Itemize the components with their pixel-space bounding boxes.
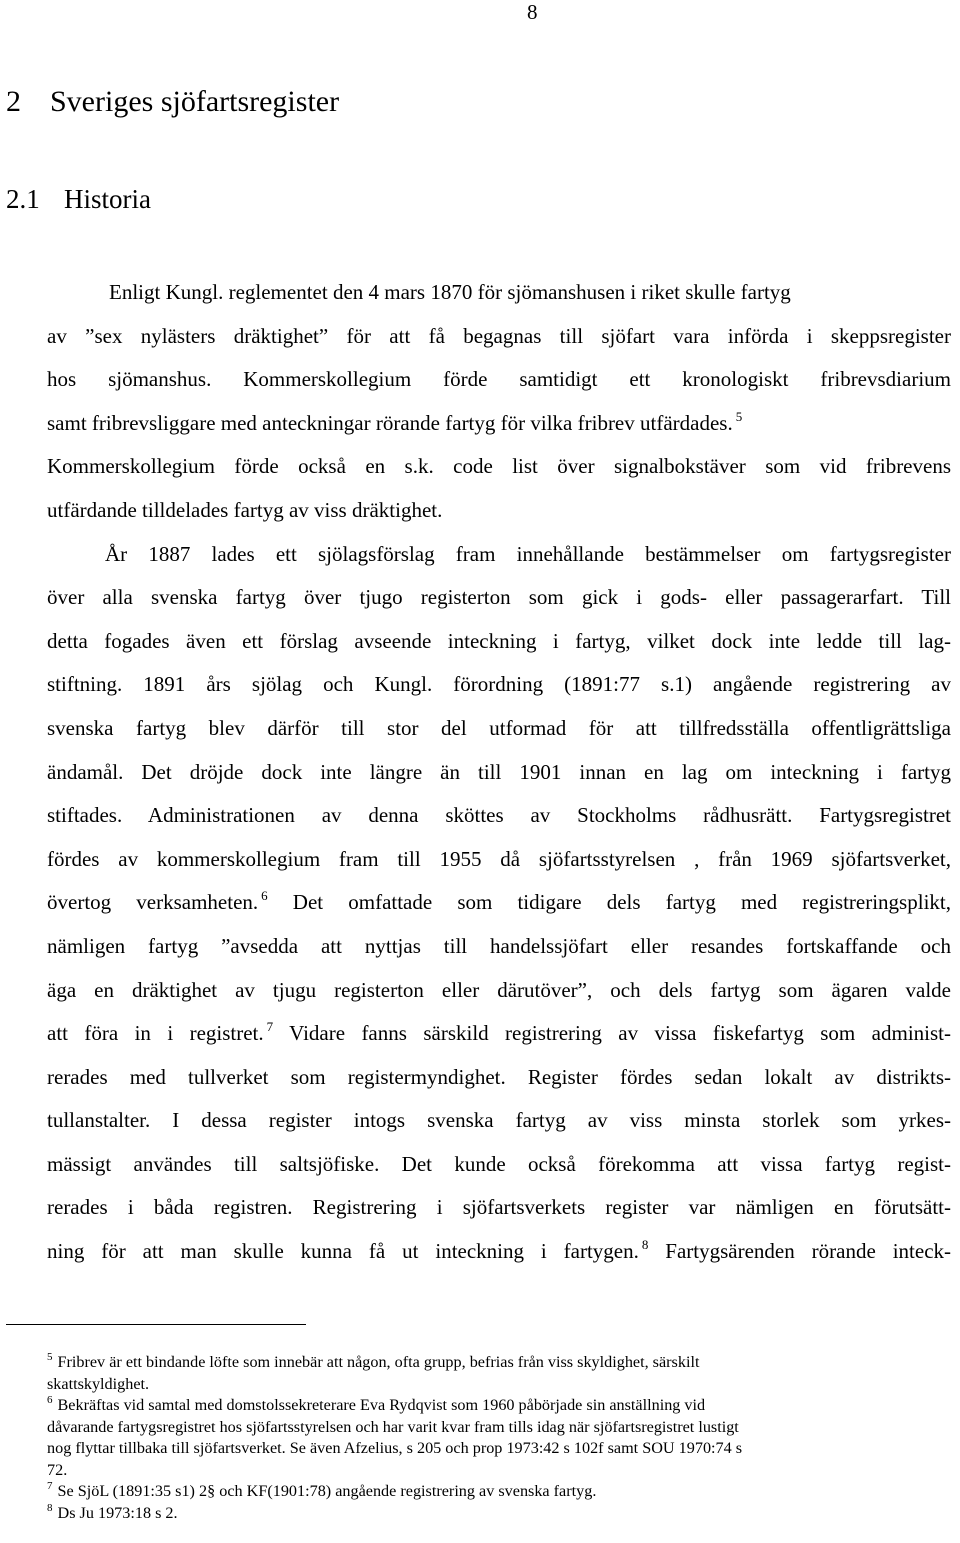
body-line-text: rerades i båda registren. Registrering i sjöfartsverkets register var nämligen en förutsätt- xyxy=(47,1195,951,1220)
footnote-reference: 8 xyxy=(641,1237,649,1253)
footnote-mark: 6 xyxy=(47,1394,53,1406)
body-line xyxy=(47,890,951,934)
body-text xyxy=(47,280,951,1283)
footnote-text: dåvarande fartygsregistret hos sjöfartsstyrelsen och har varit kvar fram tills idag när sjöfartsregistret lustigt xyxy=(47,1417,739,1436)
footnote-text: nog flyttar tillbaka till sjöfartsverket. Se även Afzelius, s 205 och prop 1973:42 s 102f samt SOU 1970:74 s xyxy=(47,1439,743,1457)
body-line xyxy=(47,716,951,760)
body-line-text: detta fogades även ett förslag avseende inteckning i fartyg, vilket dock inte ledde till lag- xyxy=(47,628,951,653)
section-heading xyxy=(6,184,151,215)
body-line-text: att föra in i registret. xyxy=(47,1021,264,1046)
footnote-text: Ds Ju 1973:18 s 2. xyxy=(57,1503,178,1522)
body-line xyxy=(47,629,951,673)
footnote-line xyxy=(47,1460,951,1482)
footnote-text: skattskyldighet. xyxy=(47,1374,150,1393)
body-line xyxy=(47,542,951,586)
body-line xyxy=(47,324,951,368)
footnote-reference: 6 xyxy=(261,888,268,904)
body-line xyxy=(47,672,951,716)
chapter-heading xyxy=(6,85,339,119)
footnote-line xyxy=(47,1503,951,1525)
chapter-title: Sveriges sjöfartsregister xyxy=(50,85,340,118)
body-line-text: nämligen fartyg ”avsedda att nyttjas till handelssjöfart eller resandes fortskaffande och xyxy=(47,933,951,958)
body-line-text: Fartygsärenden rörande inteck- xyxy=(648,1239,952,1264)
footnote-reference: 7 xyxy=(266,1019,274,1035)
body-line xyxy=(47,367,951,411)
body-line-text: fördes av kommerskollegium fram till 1955 då sjöfartsstyrelsen , från 1969 sjöfartsverket, xyxy=(47,846,951,871)
body-line-text: övertog verksamheten. xyxy=(47,890,259,915)
body-line xyxy=(47,760,951,804)
body-line xyxy=(47,1021,951,1065)
page-number: 8 xyxy=(527,0,538,24)
body-line-text: Vidare fanns särskild registrering av vissa fiskefartyg som administ- xyxy=(273,1021,951,1046)
body-line xyxy=(47,1152,951,1196)
body-line-text: ändamål. Det dröjde dock inte längre än till 1901 innan en lag om inteckning i fartyg xyxy=(47,759,951,784)
footnote-line xyxy=(47,1438,951,1460)
footnote-text: Se SjöL (1891:35 s1) 2§ och KF(1901:78) angående registrering av svenska fartyg. xyxy=(57,1482,597,1500)
body-line-text: Det omfattade som tidigare dels fartyg med registreringsplikt, xyxy=(267,890,951,915)
body-line-text: tullanstalter. I dessa register intogs svenska fartyg av viss minsta storlek som yrkes- xyxy=(47,1108,951,1133)
body-line-text: samt fribrevsliggare med anteckningar rörande fartyg för vilka fribrev utfärdades. xyxy=(47,410,733,435)
body-line xyxy=(47,1108,951,1152)
body-line-text: utfärdande tilldelades fartyg av viss dräktighet. xyxy=(47,497,443,522)
body-line-text: Enligt Kungl. reglementet den 4 mars 1870 för sjömanshusen i riket skulle fartyg xyxy=(109,280,791,304)
footnote-line xyxy=(47,1481,951,1503)
footnote-line xyxy=(47,1395,951,1417)
footnote-mark: 5 xyxy=(47,1351,53,1363)
footnote-reference: 5 xyxy=(735,408,743,424)
body-line-text: över alla svenska fartyg över tjugo registerton som gick i gods- eller passagerarfart. Till xyxy=(47,585,951,610)
body-line-text: År 1887 lades ett sjölagsförslag fram innehållande bestämmelser om fartygsregister xyxy=(105,541,951,566)
body-line xyxy=(47,454,951,498)
footnote-line xyxy=(47,1374,951,1396)
body-line-text: rerades med tullverket som registermyndighet. Register fördes sedan lokalt av distrikts- xyxy=(47,1064,951,1089)
body-line xyxy=(47,408,951,455)
body-line xyxy=(47,1239,951,1283)
body-line xyxy=(47,585,951,629)
body-line-text: stiftning. 1891 års sjölag och Kungl. förordning (1891:77 s.1) angående registrering av xyxy=(47,672,951,697)
footnote-separator xyxy=(6,1324,306,1325)
chapter-number: 2 xyxy=(6,85,21,118)
body-line xyxy=(47,934,951,978)
body-line xyxy=(47,1195,951,1239)
footnote-line xyxy=(47,1352,951,1374)
footnote-text: 72. xyxy=(47,1460,68,1479)
body-line-text: svenska fartyg blev därför till stor del utformad för att tillfredsställa offentligrättsliga xyxy=(47,715,951,740)
body-line-text: äga en dräktighet av tjugu registerton eller därutöver”, och dels fartyg som ägaren valde xyxy=(47,977,951,1002)
body-line-text: stiftades. Administrationen av denna sköttes av Stockholms rådhusrätt. Fartygsregistret xyxy=(47,803,951,828)
body-line xyxy=(47,847,951,891)
body-line xyxy=(47,803,951,847)
body-line-text: Kommerskollegium förde också en s.k. code list över signalbokstäver som vid fribrevens xyxy=(47,454,951,479)
body-line xyxy=(47,1065,951,1109)
body-line xyxy=(47,498,951,542)
footnotes xyxy=(47,1352,951,1524)
footnote-line xyxy=(47,1417,951,1439)
body-line xyxy=(47,978,951,1022)
footnote-mark: 7 xyxy=(47,1480,53,1492)
footnote-text: Fribrev är ett bindande löfte som innebär att någon, ofta grupp, befrias från viss skyldighet, särskilt xyxy=(57,1353,700,1371)
section-number: 2.1 xyxy=(6,184,40,214)
body-line-text: av ”sex nylästers dräktighet” för att få begagnas till sjöfart vara införda i skeppsregister xyxy=(47,323,951,348)
body-line-text: mässigt användes till saltsjöfiske. Det kunde också förekomma att vissa fartyg regist- xyxy=(47,1151,951,1176)
body-line-text: ning för att man skulle kunna få ut inteckning i fartygen. xyxy=(47,1239,639,1264)
body-line xyxy=(47,280,951,324)
body-line-text: hos sjömanshus. Kommerskollegium förde samtidigt ett kronologiskt fribrevsdiarium xyxy=(47,367,951,392)
footnote-text: Bekräftas vid samtal med domstolssekreterare Eva Rydqvist som 1960 påbörjade sin anställning vid xyxy=(57,1396,706,1414)
section-title: Historia xyxy=(64,184,151,214)
footnote-mark: 8 xyxy=(47,1501,53,1514)
